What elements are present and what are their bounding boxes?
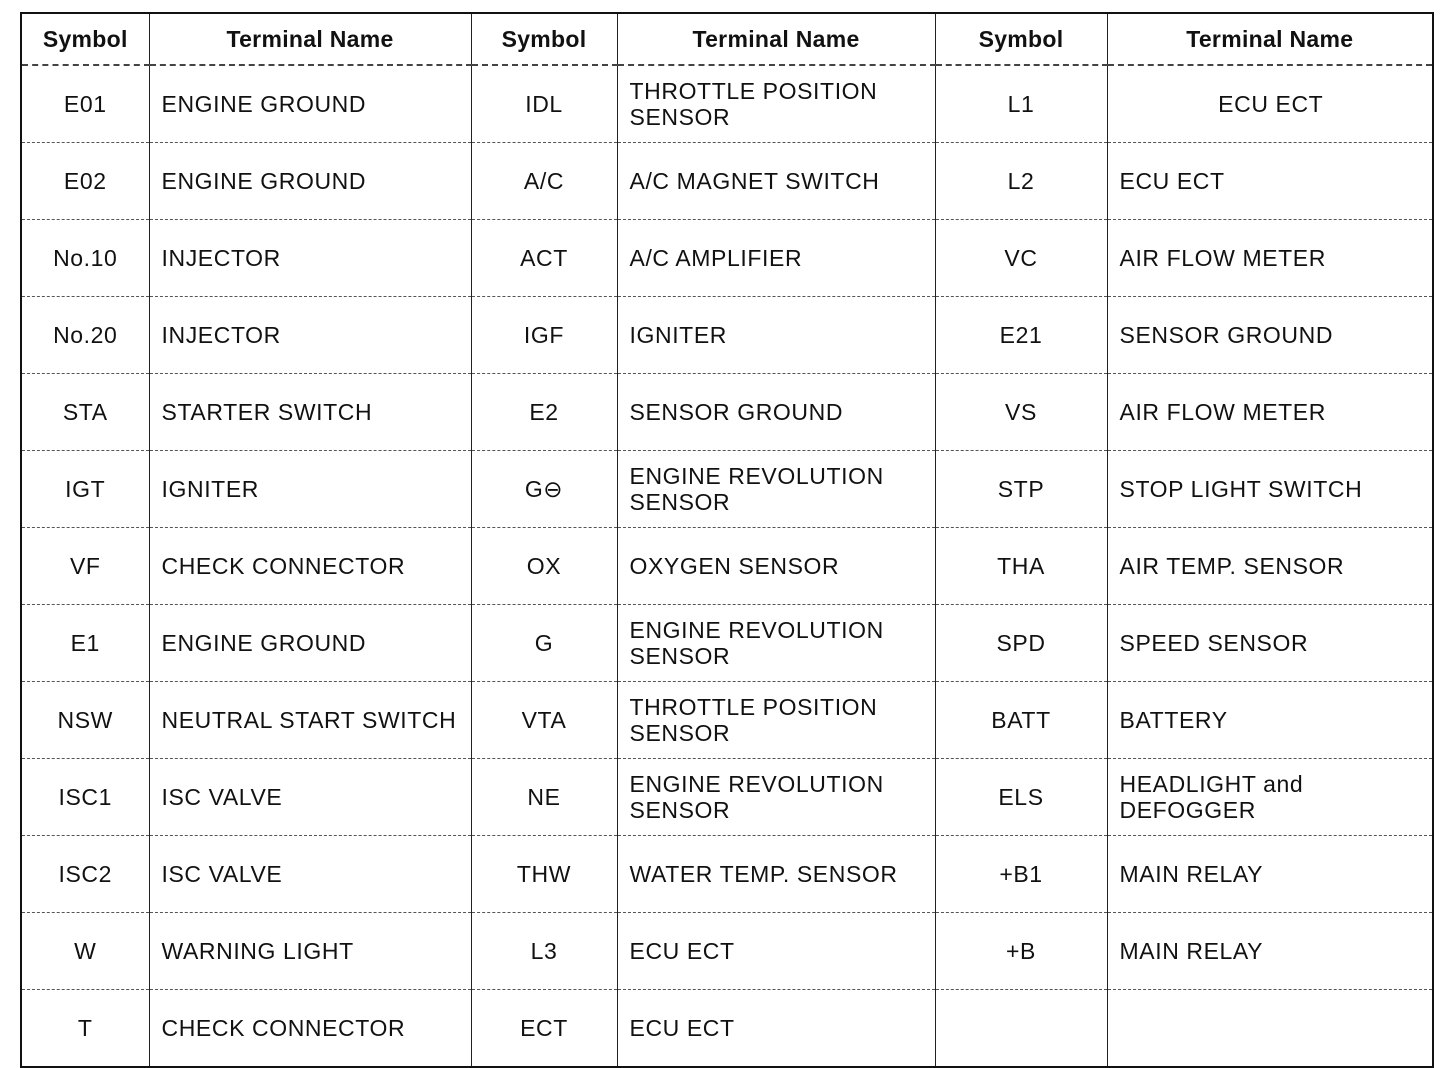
- symbol-cell: E2: [471, 374, 617, 451]
- symbol-cell: THA: [935, 528, 1107, 605]
- header-terminal-name: Terminal Name: [1107, 13, 1433, 65]
- symbol-cell: THW: [471, 836, 617, 913]
- symbol-cell: ACT: [471, 220, 617, 297]
- symbol-cell: IDL: [471, 65, 617, 143]
- terminal-name-cell: ECU ECT: [1107, 143, 1433, 220]
- terminal-name-cell: [1107, 990, 1433, 1068]
- symbol-cell: +B: [935, 913, 1107, 990]
- terminal-name-cell: SENSOR GROUND: [1107, 297, 1433, 374]
- terminal-name-cell: INJECTOR: [149, 220, 471, 297]
- symbol-cell: G⊖: [471, 451, 617, 528]
- symbol-cell: NE: [471, 759, 617, 836]
- symbol-cell: E02: [21, 143, 149, 220]
- terminal-name-cell: NEUTRAL START SWITCH: [149, 682, 471, 759]
- terminal-table: [20, 12, 1434, 1068]
- terminal-name-cell: WARNING LIGHT: [149, 913, 471, 990]
- symbol-cell: NSW: [21, 682, 149, 759]
- symbol-cell: E1: [21, 605, 149, 682]
- table-row: [21, 759, 1433, 836]
- table-row: [21, 65, 1433, 143]
- symbol-cell: E21: [935, 297, 1107, 374]
- symbol-cell: E01: [21, 65, 149, 143]
- symbol-cell: L3: [471, 913, 617, 990]
- symbol-cell: STP: [935, 451, 1107, 528]
- terminal-name-cell: ECU ECT: [1107, 65, 1433, 143]
- terminal-name-cell: A/C AMPLIFIER: [617, 220, 935, 297]
- terminal-name-cell: CHECK CONNECTOR: [149, 528, 471, 605]
- table-row: [21, 913, 1433, 990]
- symbol-cell: VTA: [471, 682, 617, 759]
- symbol-cell: No.10: [21, 220, 149, 297]
- symbol-cell: No.20: [21, 297, 149, 374]
- table-row: [21, 297, 1433, 374]
- terminal-name-cell: ENGINE GROUND: [149, 605, 471, 682]
- terminal-name-cell: INJECTOR: [149, 297, 471, 374]
- symbol-cell: STA: [21, 374, 149, 451]
- symbol-cell: L2: [935, 143, 1107, 220]
- terminal-name-cell: ENGINE REVOLUTION SENSOR: [617, 759, 935, 836]
- symbol-cell: W: [21, 913, 149, 990]
- symbol-cell: VS: [935, 374, 1107, 451]
- symbol-cell: IGF: [471, 297, 617, 374]
- terminal-name-cell: SPEED SENSOR: [1107, 605, 1433, 682]
- terminal-name-cell: ECU ECT: [617, 990, 935, 1068]
- table-row: [21, 451, 1433, 528]
- terminal-name-cell: ISC VALVE: [149, 836, 471, 913]
- terminal-name-cell: IGNITER: [617, 297, 935, 374]
- terminal-name-cell: AIR FLOW METER: [1107, 374, 1433, 451]
- terminal-name-cell: ECU ECT: [617, 913, 935, 990]
- terminal-name-cell: AIR FLOW METER: [1107, 220, 1433, 297]
- symbol-cell: BATT: [935, 682, 1107, 759]
- terminal-name-cell: MAIN RELAY: [1107, 836, 1433, 913]
- terminal-name-cell: ENGINE REVOLUTION SENSOR: [617, 605, 935, 682]
- header-row: [21, 13, 1433, 65]
- terminal-name-cell: MAIN RELAY: [1107, 913, 1433, 990]
- symbol-cell: L1: [935, 65, 1107, 143]
- header-terminal-name: Terminal Name: [617, 13, 935, 65]
- terminal-name-cell: ISC VALVE: [149, 759, 471, 836]
- terminal-name-cell: HEADLIGHT and DEFOGGER: [1107, 759, 1433, 836]
- table-row: [21, 605, 1433, 682]
- terminal-name-cell: SENSOR GROUND: [617, 374, 935, 451]
- symbol-cell: SPD: [935, 605, 1107, 682]
- header-symbol: Symbol: [935, 13, 1107, 65]
- terminal-name-cell: IGNITER: [149, 451, 471, 528]
- header-symbol: Symbol: [471, 13, 617, 65]
- table-body: [21, 65, 1433, 1067]
- symbol-cell: +B1: [935, 836, 1107, 913]
- table-row: [21, 143, 1433, 220]
- table-row: [21, 528, 1433, 605]
- table-row: [21, 682, 1433, 759]
- terminal-name-cell: THROTTLE POSITION SENSOR: [617, 682, 935, 759]
- symbol-cell: [935, 990, 1107, 1068]
- symbol-cell: VC: [935, 220, 1107, 297]
- terminal-name-cell: THROTTLE POSITION SENSOR: [617, 65, 935, 143]
- header-terminal-name: Terminal Name: [149, 13, 471, 65]
- terminal-name-cell: ENGINE REVOLUTION SENSOR: [617, 451, 935, 528]
- symbol-cell: OX: [471, 528, 617, 605]
- terminal-name-cell: AIR TEMP. SENSOR: [1107, 528, 1433, 605]
- terminal-name-cell: A/C MAGNET SWITCH: [617, 143, 935, 220]
- symbol-cell: T: [77, 1015, 93, 1041]
- table-row: [21, 220, 1433, 297]
- terminal-name-cell: OXYGEN SENSOR: [617, 528, 935, 605]
- terminal-name-cell: STARTER SWITCH: [149, 374, 471, 451]
- terminal-name-cell: ENGINE GROUND: [149, 143, 471, 220]
- symbol-cell: ECT: [471, 990, 617, 1068]
- table-row: [21, 374, 1433, 451]
- terminal-name-cell: BATTERY: [1107, 682, 1433, 759]
- symbol-cell: ISC1: [21, 759, 149, 836]
- terminal-name-cell: ENGINE GROUND: [149, 65, 471, 143]
- terminal-name-cell: CHECK CONNECTOR: [149, 990, 471, 1068]
- header-symbol: Symbol: [21, 13, 149, 65]
- table-row: [21, 836, 1433, 913]
- symbol-cell: VF: [21, 528, 149, 605]
- symbol-cell: G: [471, 605, 617, 682]
- symbol-cell: A/C: [471, 143, 617, 220]
- symbol-cell: IGT: [21, 451, 149, 528]
- symbol-cell: ISC2: [21, 836, 149, 913]
- table-row: [21, 990, 1433, 1068]
- terminal-name-cell: WATER TEMP. SENSOR: [617, 836, 935, 913]
- symbol-cell: ELS: [935, 759, 1107, 836]
- terminal-name-cell: STOP LIGHT SWITCH: [1107, 451, 1433, 528]
